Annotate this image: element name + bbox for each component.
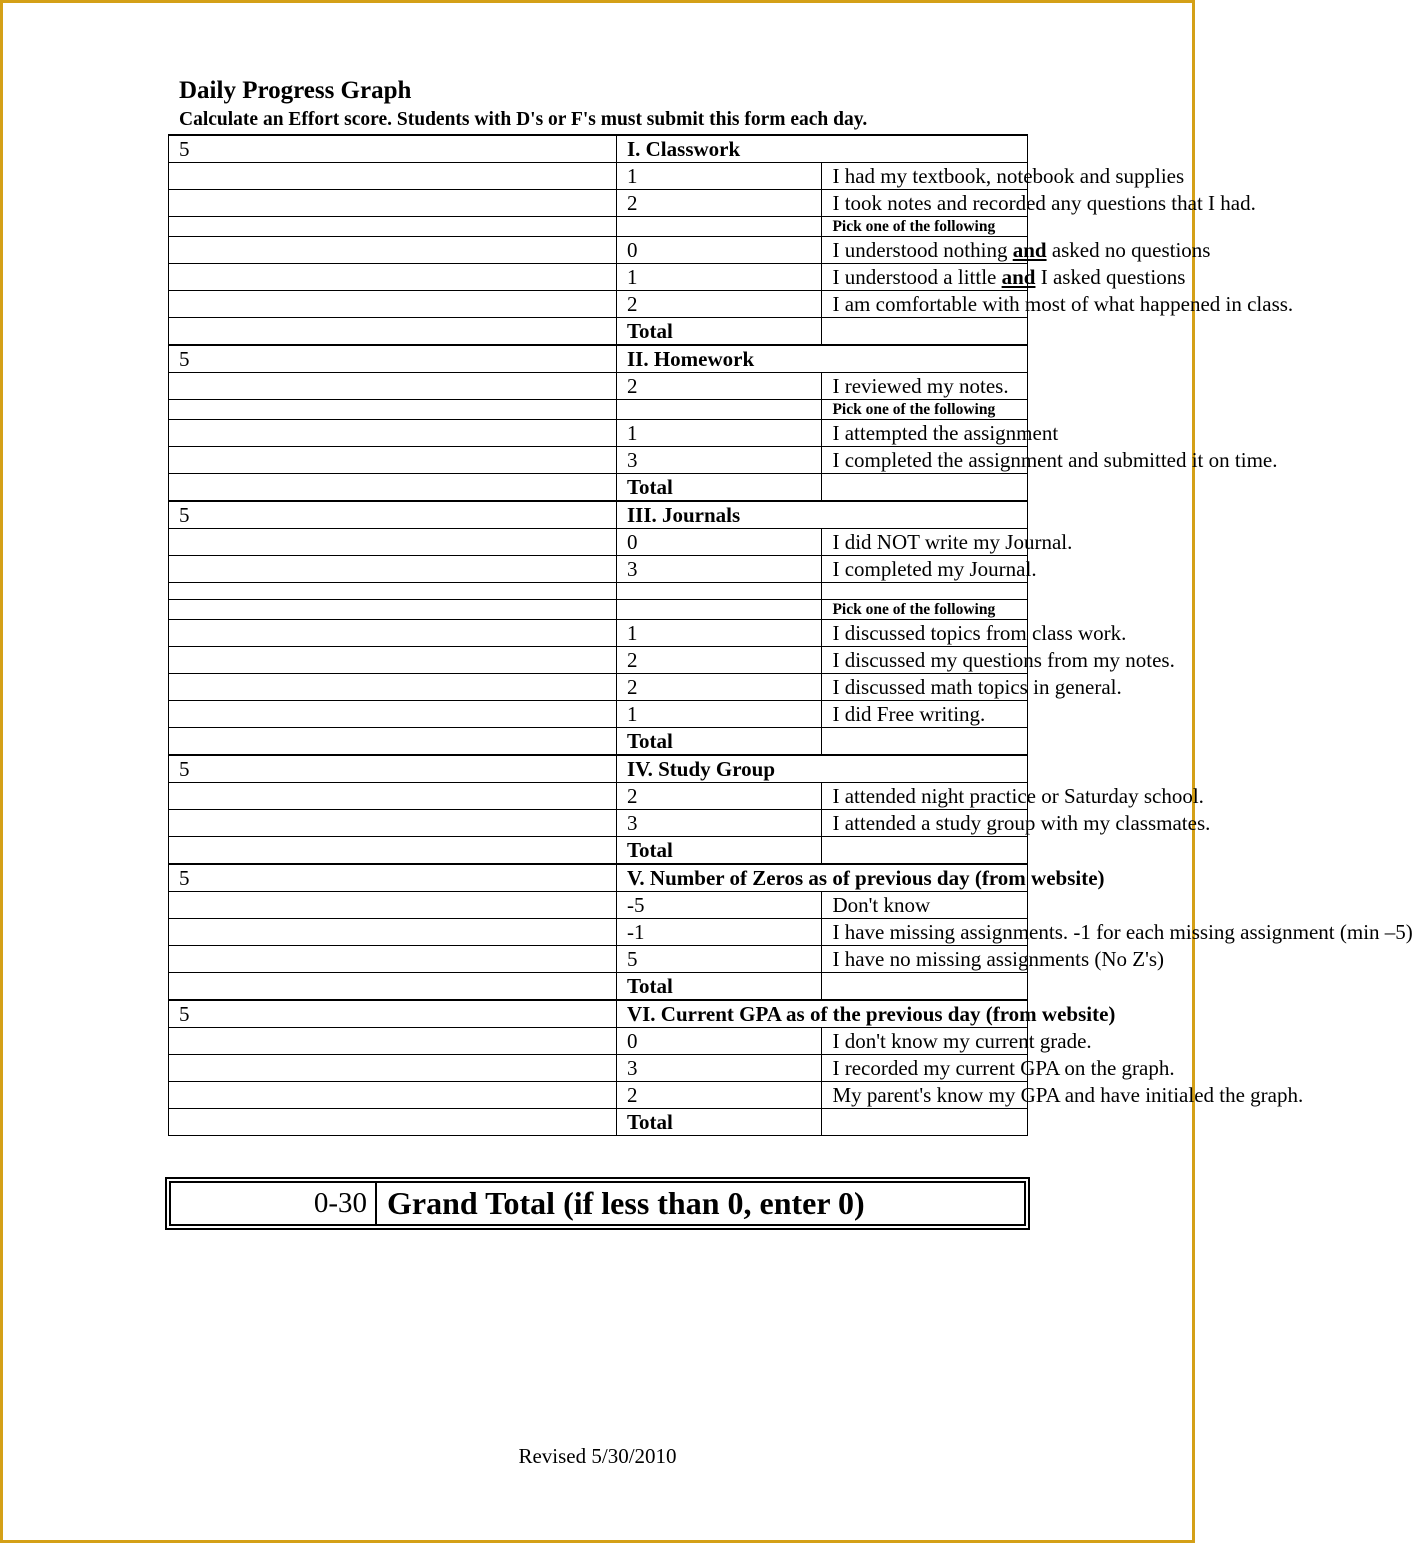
- section-title: V. Number of Zeros as of previous day (from website): [616, 864, 1027, 892]
- revision-date: Revised 5/30/2010: [518, 1444, 677, 1468]
- criterion-points: -5: [616, 892, 822, 919]
- criterion-text: I have missing assignments. -1 for each missing assignment (min –5): [822, 919, 1028, 946]
- criterion-row: [169, 701, 1028, 728]
- page-title: Daily Progress Graph: [179, 77, 412, 104]
- section-total-entry[interactable]: [822, 973, 1028, 1000]
- criterion-row: [169, 291, 1028, 318]
- criterion-text: I attended night practice or Saturday school.: [822, 783, 1028, 810]
- criterion-points: 1: [616, 620, 822, 647]
- criterion-row: [169, 529, 1028, 556]
- criterion-text: I discussed topics from class work.: [822, 620, 1028, 647]
- section-max-points: 5: [169, 755, 617, 783]
- criterion-points: 2: [616, 190, 822, 217]
- section-max-points: 5: [169, 501, 617, 529]
- page-instructions: Calculate an Effort score. Students with D's or F's must submit this form each day.: [179, 109, 868, 130]
- section-title: I. Classwork: [616, 135, 1027, 163]
- criterion-points: 3: [616, 556, 822, 583]
- score-entry-cell[interactable]: [169, 892, 617, 919]
- emphasis-and: and: [1001, 265, 1036, 289]
- score-entry-cell[interactable]: [169, 190, 617, 217]
- criterion-row: [169, 373, 1028, 400]
- score-entry-cell[interactable]: [169, 919, 617, 946]
- criterion-points: 2: [616, 674, 822, 701]
- total-label: Total: [616, 728, 822, 755]
- section-header-row: [169, 501, 1028, 529]
- criterion-points: 2: [616, 1082, 822, 1109]
- points-cell: [616, 217, 822, 237]
- section-title: IV. Study Group: [616, 755, 1027, 783]
- criterion-points: 3: [616, 1055, 822, 1082]
- criterion-text: I completed my Journal.: [822, 556, 1028, 583]
- grand-total-range: 0-30: [171, 1183, 376, 1224]
- section-total-row: [169, 318, 1028, 345]
- score-entry-cell[interactable]: [169, 647, 617, 674]
- criterion-text: [822, 583, 1028, 600]
- score-entry-cell[interactable]: [169, 946, 617, 973]
- criterion-points: -1: [616, 919, 822, 946]
- criterion-row: [169, 620, 1028, 647]
- criterion-points: 0: [616, 1028, 822, 1055]
- grand-total-label: Grand Total (if less than 0, enter 0): [387, 1185, 865, 1221]
- total-label: Total: [616, 474, 822, 501]
- criterion-text: I did NOT write my Journal.: [822, 529, 1028, 556]
- score-entry-cell[interactable]: [169, 291, 617, 318]
- total-label: Total: [616, 1109, 822, 1136]
- section-header-row: [169, 755, 1028, 783]
- criterion-points: 1: [616, 264, 822, 291]
- section-current-gpa-as-of-the-previous-day-from-website: [168, 999, 1304, 1136]
- section-total-row: [169, 837, 1028, 864]
- score-entry-cell[interactable]: [169, 583, 617, 600]
- section-max-points: 5: [169, 135, 617, 163]
- section-title: VI. Current GPA as of the previous day (from website): [616, 1000, 1027, 1028]
- section-max-points: 5: [169, 1000, 617, 1028]
- score-entry-cell[interactable]: [169, 529, 617, 556]
- score-entry-cell[interactable]: [169, 556, 617, 583]
- criterion-row: [169, 1055, 1028, 1082]
- criterion-points: 5: [616, 946, 822, 973]
- criterion-row: [169, 190, 1028, 217]
- section-total-row: [169, 474, 1028, 501]
- score-entry-cell[interactable]: [169, 373, 617, 400]
- criterion-row: [169, 892, 1028, 919]
- pick-one-row: [169, 217, 1028, 237]
- section-homework: [168, 344, 1278, 501]
- criterion-points: 2: [616, 647, 822, 674]
- score-entry-cell[interactable]: [169, 1082, 617, 1109]
- score-entry-cell[interactable]: [169, 217, 617, 237]
- criterion-text: Don't know: [822, 892, 1028, 919]
- pick-one-instruction: Pick one of the following: [822, 400, 1028, 420]
- score-entry-cell[interactable]: [169, 674, 617, 701]
- score-entry-cell[interactable]: [169, 783, 617, 810]
- section-header-row: [169, 1000, 1028, 1028]
- criterion-text: I did Free writing.: [822, 701, 1028, 728]
- criterion-row: [169, 264, 1028, 291]
- section-header-row: [169, 135, 1028, 163]
- score-entry-cell[interactable]: [169, 163, 617, 190]
- criterion-text: My parent's know my GPA and have initialed the graph.: [822, 1082, 1028, 1109]
- score-entry-cell[interactable]: [169, 264, 617, 291]
- section-journals: [168, 500, 1175, 755]
- section-header-row: [169, 864, 1028, 892]
- criterion-row: [169, 163, 1028, 190]
- blank-row: [169, 583, 1028, 600]
- effort-score-form: [168, 134, 1413, 1136]
- score-entry-cell[interactable]: [169, 701, 617, 728]
- score-entry-cell[interactable]: [169, 1109, 617, 1136]
- criterion-points: 3: [616, 447, 822, 474]
- criterion-text: [822, 264, 1186, 291]
- points-cell: [616, 400, 822, 420]
- criterion-points: 1: [616, 420, 822, 447]
- criterion-points: 1: [616, 701, 822, 728]
- section-header-row: [169, 345, 1028, 373]
- score-entry-cell[interactable]: [169, 474, 617, 501]
- criterion-row: [169, 810, 1028, 837]
- criterion-row: [169, 919, 1028, 946]
- score-entry-cell[interactable]: [169, 1028, 617, 1055]
- criterion-points: 0: [616, 529, 822, 556]
- section-total-entry[interactable]: [822, 1109, 1028, 1136]
- criterion-row: [169, 1028, 1028, 1055]
- criterion-text: I took notes and recorded any questions that I had.: [822, 190, 1028, 217]
- criterion-text: I attended a study group with my classmates.: [822, 810, 1028, 837]
- section-study-group: [168, 754, 1211, 864]
- criterion-row: [169, 946, 1028, 973]
- criterion-text-start: I understood nothing: [832, 238, 1013, 262]
- section-total-entry[interactable]: [822, 318, 1028, 345]
- section-title: II. Homework: [616, 345, 1027, 373]
- emphasis-and: and: [1012, 238, 1047, 262]
- criterion-text: I don't know my current grade.: [822, 1028, 1028, 1055]
- criterion-row: [169, 783, 1028, 810]
- section-number-of-zeros-as-of-previous-day-from-website: [168, 863, 1413, 1000]
- points-cell: [616, 583, 822, 600]
- criterion-points: 0: [616, 237, 822, 264]
- section-total-entry[interactable]: [822, 728, 1028, 755]
- score-entry-cell[interactable]: [169, 447, 617, 474]
- score-entry-cell[interactable]: [169, 420, 617, 447]
- criterion-text: I recorded my current GPA on the graph.: [822, 1055, 1028, 1082]
- criterion-text: I had my textbook, notebook and supplies: [822, 163, 1028, 190]
- grand-total-box: [165, 1177, 1030, 1230]
- section-total-entry[interactable]: [822, 837, 1028, 864]
- score-entry-cell[interactable]: [169, 1055, 617, 1082]
- section-total-entry[interactable]: [822, 474, 1028, 501]
- criterion-points: 2: [616, 291, 822, 318]
- section-max-points: 5: [169, 345, 617, 373]
- criterion-row: [169, 420, 1028, 447]
- score-entry-cell[interactable]: [169, 620, 617, 647]
- score-entry-cell[interactable]: [169, 810, 617, 837]
- total-label: Total: [616, 837, 822, 864]
- points-cell: [616, 600, 822, 620]
- score-entry-cell[interactable]: [169, 728, 617, 755]
- criterion-row: [169, 237, 1028, 264]
- criterion-text: I have no missing assignments (No Z's): [822, 946, 1028, 973]
- criterion-row: [169, 556, 1028, 583]
- criterion-row: [169, 674, 1028, 701]
- criterion-points: 2: [616, 783, 822, 810]
- pick-one-instruction: Pick one of the following: [822, 217, 1028, 237]
- score-entry-cell[interactable]: [169, 318, 617, 345]
- score-entry-cell[interactable]: [169, 837, 617, 864]
- criterion-text: I reviewed my notes.: [822, 373, 1028, 400]
- score-entry-cell[interactable]: [169, 400, 617, 420]
- pick-one-row: [169, 600, 1028, 620]
- criterion-text: I discussed math topics in general.: [822, 674, 1028, 701]
- criterion-row: [169, 647, 1028, 674]
- criterion-text: I discussed my questions from my notes.: [822, 647, 1028, 674]
- score-entry-cell[interactable]: [169, 237, 617, 264]
- criterion-points: 1: [616, 163, 822, 190]
- criterion-text: I attempted the assignment: [822, 420, 1028, 447]
- criterion-row: [169, 1082, 1028, 1109]
- section-max-points: 5: [169, 864, 617, 892]
- criterion-row: [169, 447, 1028, 474]
- section-total-row: [169, 728, 1028, 755]
- score-entry-cell[interactable]: [169, 600, 617, 620]
- total-label: Total: [616, 318, 822, 345]
- criterion-text-end: asked no questions: [1046, 238, 1211, 262]
- criterion-text-start: I understood a little: [832, 265, 1002, 289]
- criterion-points: 3: [616, 810, 822, 837]
- pick-one-instruction: Pick one of the following: [822, 600, 1028, 620]
- total-label: Total: [616, 973, 822, 1000]
- criterion-text-end: I asked questions: [1035, 265, 1186, 289]
- criterion-text: [822, 237, 1211, 264]
- score-entry-cell[interactable]: [169, 973, 617, 1000]
- pick-one-row: [169, 400, 1028, 420]
- section-total-row: [169, 973, 1028, 1000]
- section-title: III. Journals: [616, 501, 1027, 529]
- section-classwork: [168, 134, 1294, 345]
- criterion-points: 2: [616, 373, 822, 400]
- section-total-row: [169, 1109, 1028, 1136]
- criterion-text: I completed the assignment and submitted it on time.: [822, 447, 1028, 474]
- criterion-text: I am comfortable with most of what happened in class.: [822, 291, 1028, 318]
